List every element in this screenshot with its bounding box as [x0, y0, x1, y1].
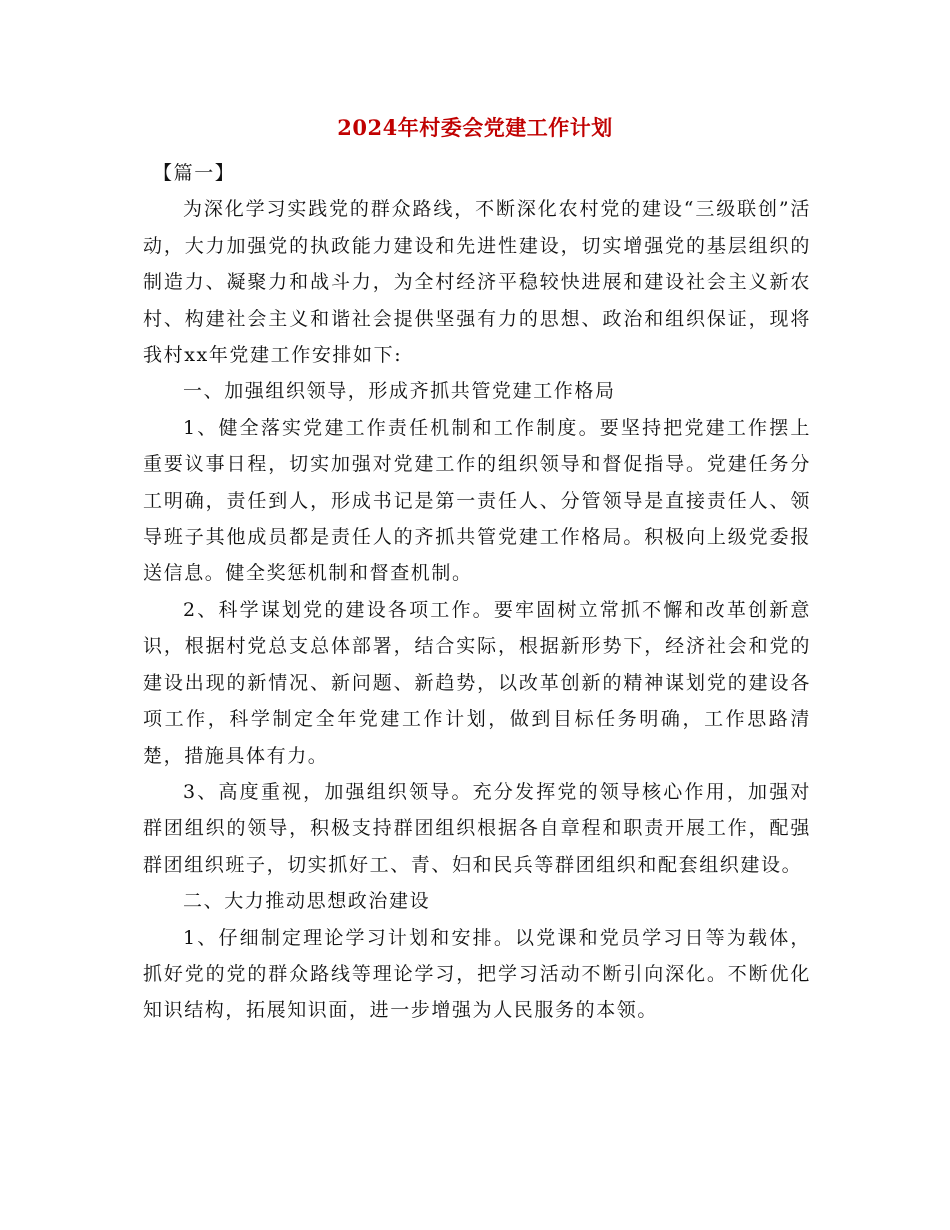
paragraph-1-3: 3、高度重视，加强组织领导。充分发挥党的领导核心作用，加强对群团组织的领导，积极支持群团组织根据各自章程和职责开展工作，配强群团组织班子，切实抓好工、青、妇和民兵等群团组织和配套组织建设。 [143, 780, 811, 876]
paragraph-1-1: 1、健全落实党建工作责任机制和工作制度。要坚持把党建工作摆上重要议事日程，切实加强对党建工作的组织领导和督促指导。党建任务分工明确，责任到人，形成书记是第一责任人、分管领导是直接责任人、领导班子其他成员都是责任人的齐抓共管党建工作格局。积极向上级党委报送信息。健全奖惩机制和督查机制。 [143, 416, 811, 585]
section-mark: 【篇一】 [153, 162, 236, 184]
document-title: 2024年村委会党建工作计划 [337, 115, 613, 140]
paragraph-2-1: 1、仔细制定理论学习计划和安排。以党课和党员学习日等为载体，抓好党的党的群众路线等理论学习，把学习活动不断引向深化。不断优化知识结构，拓展知识面，进一步增强为人民服务的本领。 [143, 926, 811, 1022]
document-body [143, 155, 811, 1029]
heading-section-one: 一、加强组织领导，形成齐抓共管党建工作格局 [183, 380, 616, 403]
heading-section-two: 二、大力推动思想政治建设 [183, 890, 431, 913]
paragraph-intro: 为深化学习实践党的群众路线，不断深化农村党的建设“三级联创”活动，大力加强党的执政能力建设和先进性建设，切实增强党的基层组织的制造力、凝聚力和战斗力，为全村经济平稳较快进展和建设社会主义新农村、构建社会主义和谐社会提供坚强有力的思想、政治和组织保证，现将我村xx年党建工作安排如下: [143, 198, 811, 367]
paragraph-1-2: 2、科学谋划党的建设各项工作。要牢固树立常抓不懈和改革创新意识，根据村党总支总体部署，结合实际，根据新形势下，经济社会和党的建设出现的新情况、新问题、新趋势，以改革创新的精神谋划党的建设各项工作，科学制定全年党建工作计划，做到目标任务明确，工作思路清楚，措施具体有力。 [143, 598, 811, 767]
